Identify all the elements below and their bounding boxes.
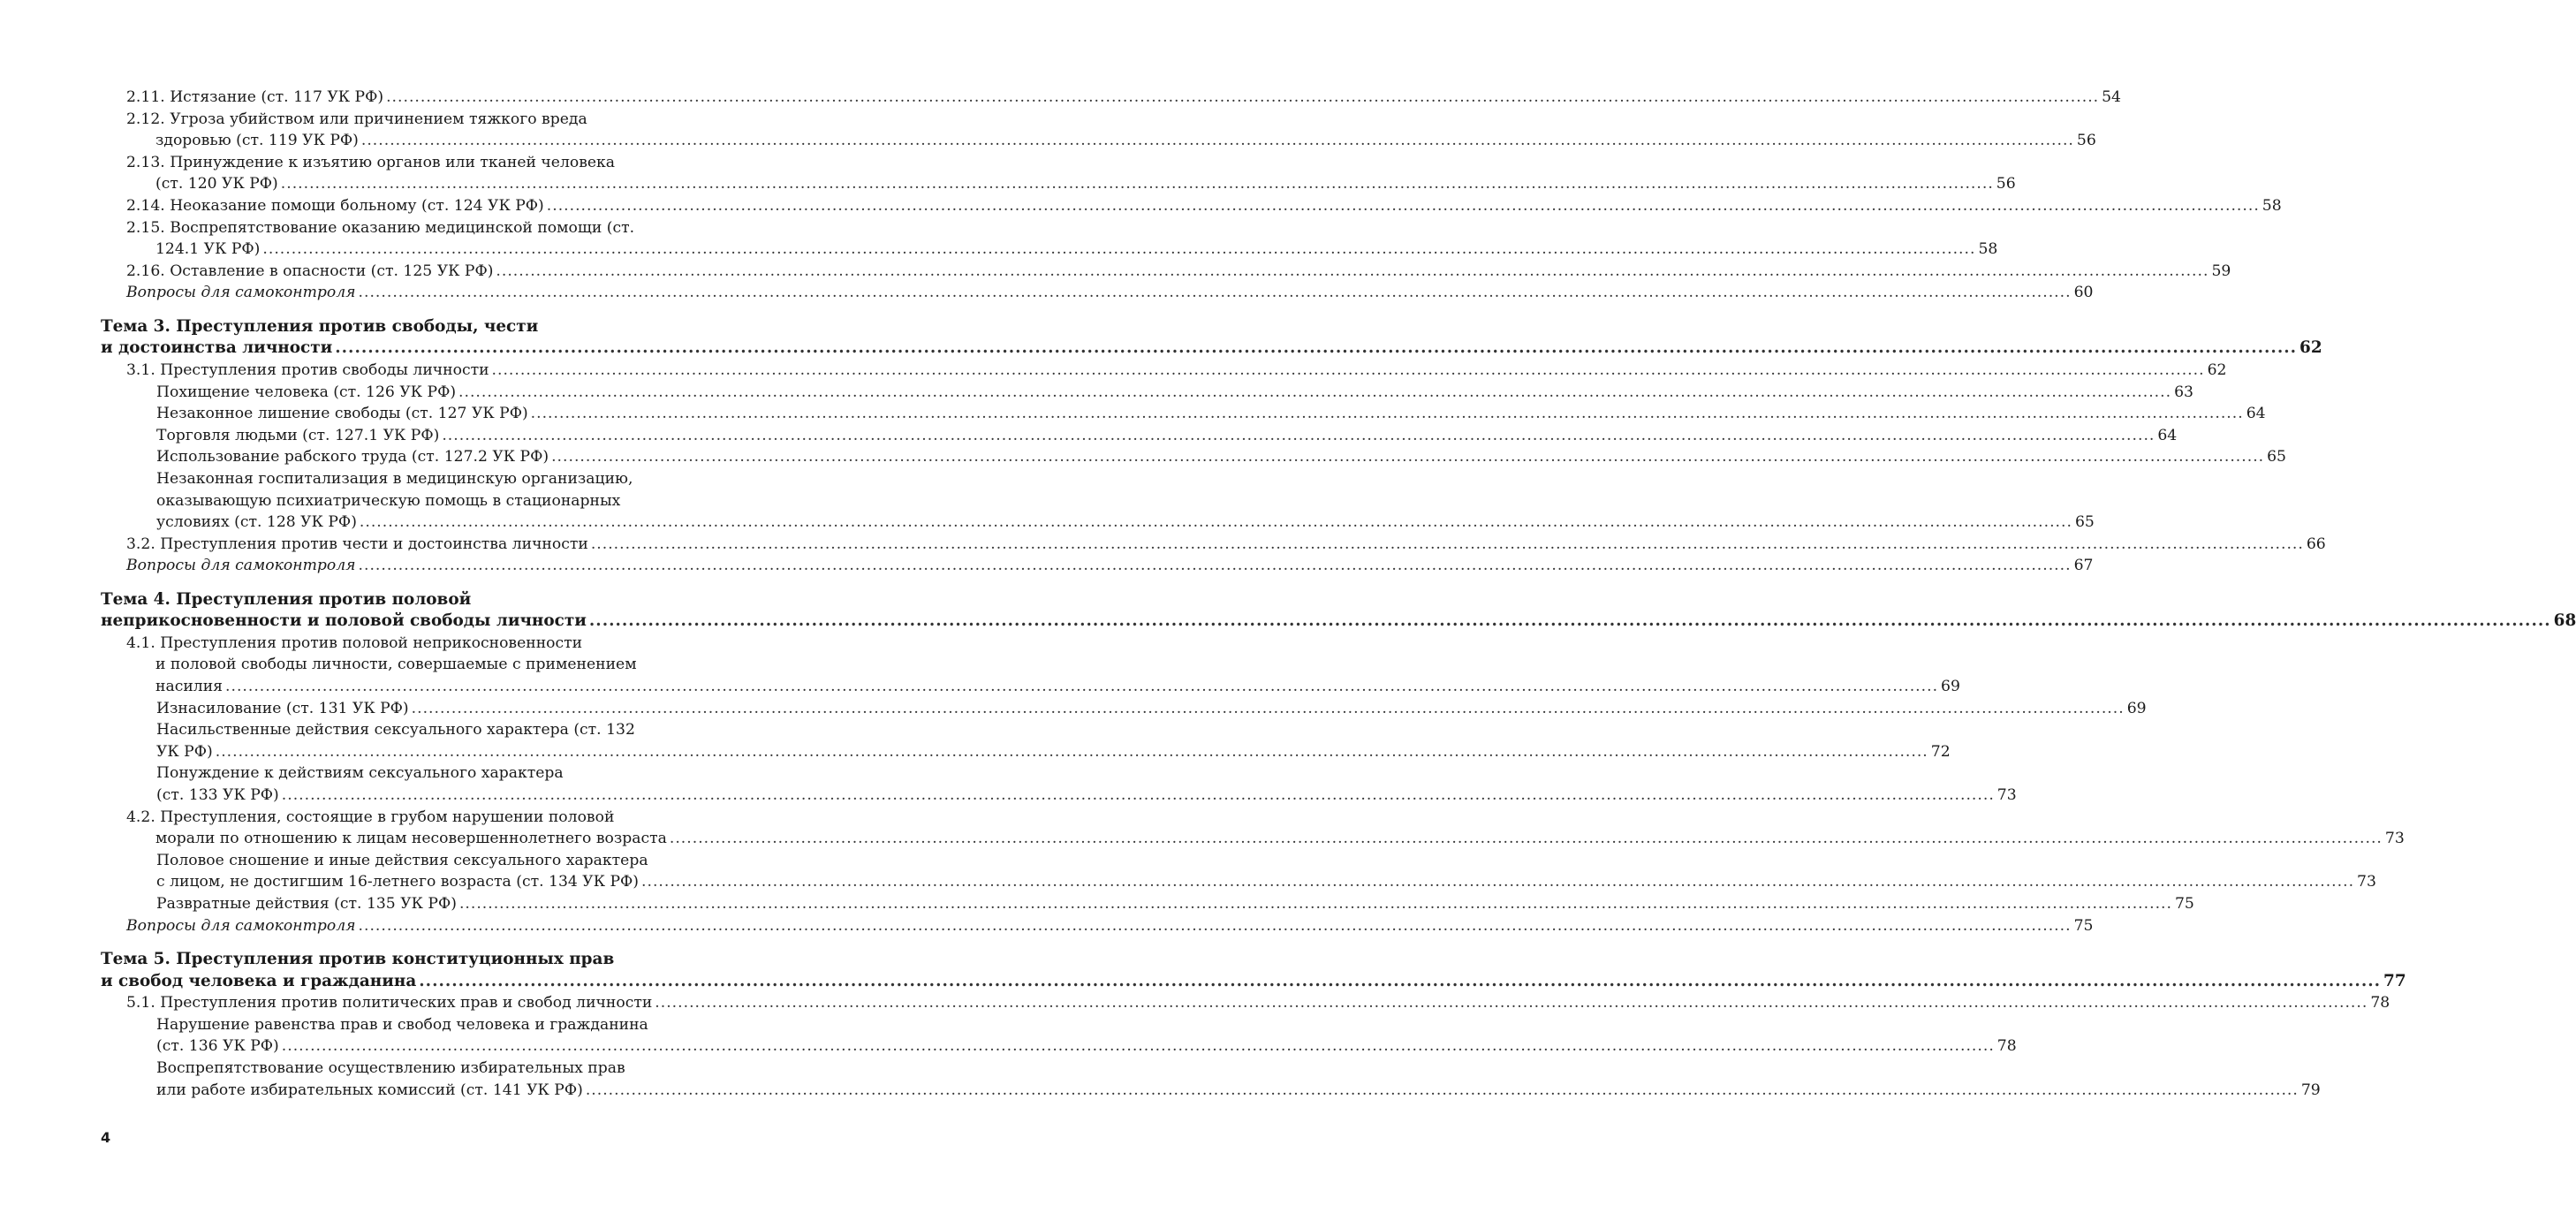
toc-entry-text: насилия [155, 678, 224, 696]
toc-entry-text: 2.16. Оставление в опасности (ст. 125 УК РФ) [126, 262, 494, 280]
toc-entry-text: 2.12. Угроза убийством или причинением тяжкого вреда [126, 110, 587, 128]
toc-entry [101, 719, 1951, 762]
toc-entry-text: морали по отношению к лицам несовершеннолетнего возраста [155, 830, 667, 848]
toc-entry-text: или работе избирательных комиссий (ст. 141 УК РФ) [156, 1081, 583, 1099]
dot-leader: ............................................................................................................................................................................................................................................................................................................ [215, 742, 1928, 761]
toc-entry [101, 446, 2286, 468]
toc-entry-text: оказывающую психиатрическую помощь в стационарных [156, 491, 621, 510]
table-of-contents [101, 87, 2576, 1101]
toc-entry-text: Нарушение равенства прав и свобод человека и гражданина [156, 1015, 648, 1034]
toc-entry-text: Половое сношение и иные действия сексуального характера [156, 851, 648, 869]
toc-entry-text: Незаконное лишение свободы (ст. 127 УК РФ) [156, 405, 528, 423]
toc-page-number: 65 [2267, 448, 2286, 466]
toc-topic [101, 949, 2406, 992]
dot-leader: ............................................................................................................................................................................................................................................................................................................ [458, 383, 2172, 401]
toc-entry [101, 152, 2016, 195]
toc-entry [101, 850, 2376, 893]
toc-entry-text: УК РФ) [156, 742, 213, 761]
dot-leader: ............................................................................................................................................................................................................................................................................................................ [358, 557, 2072, 575]
dot-leader: ............................................................................................................................................................................................................................................................................................................ [546, 196, 2260, 215]
dot-leader: ............................................................................................................................................................................................................................................................................................................ [585, 1081, 2299, 1099]
toc-entry-text: 3.2. Преступления против чести и достоинства личности [126, 535, 588, 553]
toc-entry-text: 124.1 УК РФ) [155, 240, 261, 259]
toc-entry [101, 762, 2017, 806]
toc-page-number: 79 [2300, 1081, 2321, 1099]
toc-questions [101, 915, 2094, 937]
toc-page-number: 56 [2076, 132, 2096, 150]
toc-entry-text: с лицом, не достигшим 16-летнего возраста (ст. 134 УК РФ) [156, 873, 640, 891]
toc-entry-text: (ст. 120 УК РФ) [155, 175, 278, 193]
toc-page-number: 56 [1996, 175, 2016, 193]
dot-leader: ............................................................................................................................................................................................................................................................................................................ [419, 971, 2382, 990]
toc-entry-text: (ст. 136 УК РФ) [156, 1037, 279, 1056]
dot-leader: ............................................................................................................................................................................................................................................................................................................ [281, 1037, 1995, 1056]
toc-page-number: 63 [2174, 383, 2193, 401]
toc-entry [101, 1058, 2321, 1101]
dot-leader: ............................................................................................................................................................................................................................................................................................................ [225, 678, 1939, 696]
toc-entry-text: Вопросы для самоконтроля [126, 284, 356, 302]
toc-entry-text: Похищение человека (ст. 126 УК РФ) [156, 383, 457, 401]
toc-page-number: 62 [2299, 338, 2322, 358]
toc-entry [101, 807, 2405, 850]
dot-leader: ............................................................................................................................................................................................................................................................................................................ [496, 262, 2209, 280]
dot-leader: ............................................................................................................................................................................................................................................................................................................ [551, 448, 2265, 466]
toc-page-number: 78 [2370, 994, 2390, 1012]
toc-entry-text: и половой свободы личности, совершаемые с применением [155, 656, 637, 674]
dot-leader: ............................................................................................................................................................................................................................................................................................................ [590, 535, 2304, 553]
dot-leader: ............................................................................................................................................................................................................................................................................................................ [262, 240, 1976, 259]
dot-leader: ............................................................................................................................................................................................................................................................................................................ [655, 994, 2368, 1012]
toc-entry-text: Понуждение к действиям сексуального характера [156, 764, 564, 783]
toc-entry [101, 403, 2266, 425]
toc-entry-text: 4.2. Преступления, состоящие в грубом нарушении половой [126, 808, 615, 826]
toc-questions [101, 555, 2094, 577]
toc-page-number: 65 [2074, 513, 2095, 532]
toc-entry-text: 4.1. Преступления против половой неприкосновенности [126, 633, 583, 652]
toc-page-number: 68 [2553, 611, 2576, 631]
toc-entry [101, 425, 2178, 447]
toc-page-number: 77 [2383, 971, 2406, 990]
dot-leader: ............................................................................................................................................................................................................................................................................................................ [358, 284, 2072, 302]
toc-entry [101, 217, 1998, 261]
dot-leader: ............................................................................................................................................................................................................................................................................................................ [458, 895, 2172, 913]
dot-leader: ............................................................................................................................................................................................................................................................................................................ [442, 426, 2156, 444]
toc-page-number: 73 [1996, 786, 2017, 805]
toc-entry-text: Тема 5. Преступления против конституционных прав [101, 950, 615, 969]
toc-page-number: 78 [1996, 1037, 2017, 1056]
toc-page-number: 69 [1941, 678, 1960, 696]
toc-entry-text: Воспрепятствование осуществлению избирательных прав [156, 1058, 625, 1077]
toc-entry-text: 5.1. Преступления против политических прав и свобод личности [126, 994, 653, 1012]
toc-entry-text: Использование рабского труда (ст. 127.2 УК РФ) [156, 448, 549, 466]
toc-entry-text: Вопросы для самоконтроля [126, 916, 356, 935]
toc-questions [101, 282, 2094, 304]
toc-entry-text: Развратные действия (ст. 135 УК РФ) [156, 895, 457, 913]
toc-entry [101, 1014, 2017, 1058]
toc-entry-text: Изнасилование (ст. 131 УК РФ) [156, 699, 409, 717]
toc-entry-text: 2.11. Истязание (ст. 117 УК РФ) [126, 88, 384, 106]
toc-page-number: 69 [2126, 699, 2147, 717]
toc-page-number: 75 [2174, 895, 2194, 913]
dot-leader: ............................................................................................................................................................................................................................................................................................................ [359, 513, 2072, 532]
toc-entry [101, 992, 2390, 1014]
dot-leader: ............................................................................................................................................................................................................................................................................................................ [360, 132, 2074, 150]
toc-entry-text: Вопросы для самоконтроля [126, 557, 356, 575]
dot-leader: ............................................................................................................................................................................................................................................................................................................ [411, 699, 2125, 717]
toc-entry [101, 382, 2193, 404]
dot-leader: ............................................................................................................................................................................................................................................................................................................ [588, 611, 2551, 631]
toc-topic [101, 589, 2576, 633]
toc-topic [101, 316, 2322, 360]
dot-leader: ............................................................................................................................................................................................................................................................................................................ [335, 338, 2298, 358]
toc-entry-text: и свобод человека и гражданина [101, 971, 417, 990]
toc-entry [101, 109, 2096, 152]
toc-entry-text: условиях (ст. 128 УК РФ) [156, 513, 357, 532]
dot-leader: ............................................................................................................................................................................................................................................................................................................ [669, 830, 2383, 848]
dot-leader: ............................................................................................................................................................................................................................................................................................................ [281, 786, 1995, 805]
toc-entry-text: неприкосновенности и половой свободы личности [101, 611, 587, 631]
toc-entry [101, 195, 2282, 217]
toc-page-number: 58 [2262, 196, 2282, 215]
toc-entry-text: Насильственные действия сексуального характера (ст. 132 [156, 721, 635, 739]
dot-leader: ............................................................................................................................................................................................................................................................................................................ [530, 405, 2244, 423]
toc-entry [101, 87, 2121, 109]
toc-entry-text: Тема 4. Преступления против половой [101, 589, 472, 609]
toc-page-number: 59 [2211, 262, 2231, 280]
toc-entry-text: 2.15. Воспрепятствование оказанию медицинской помощи (ст. [126, 218, 635, 237]
toc-page-number: 75 [2073, 916, 2094, 935]
toc-entry-text: Незаконная госпитализация в медицинскую организацию, [156, 469, 633, 488]
toc-page-number: 64 [2246, 405, 2266, 423]
toc-page-number: 67 [2073, 557, 2094, 575]
toc-entry-text: Тема 3. Преступления против свободы, чести [101, 316, 539, 336]
toc-entry-text: (ст. 133 УК РФ) [156, 786, 279, 805]
toc-entry [101, 633, 1960, 698]
dot-leader: ............................................................................................................................................................................................................................................................................................................ [280, 175, 1994, 193]
toc-page-number: 54 [2102, 88, 2121, 106]
toc-page-number: 62 [2207, 360, 2227, 379]
toc-entry [101, 893, 2194, 915]
toc-entry-text: 2.13. Принуждение к изъятию органов или тканей человека [126, 153, 616, 171]
toc-page-number: 73 [2384, 830, 2405, 848]
toc-page-number: 60 [2073, 284, 2094, 302]
toc-entry [101, 360, 2227, 382]
toc-entry-text: и достоинства личности [101, 338, 333, 358]
toc-page-number: 73 [2357, 873, 2376, 891]
toc-page-number: 72 [1930, 742, 1951, 761]
page-number: 4 [101, 1129, 111, 1146]
toc-page-number: 66 [2306, 535, 2326, 553]
dot-leader: ............................................................................................................................................................................................................................................................................................................ [491, 360, 2205, 379]
toc-page-number: 58 [1978, 240, 1998, 259]
toc-entry-text: 3.1. Преступления против свободы личности [126, 360, 489, 379]
toc-entry-text: здоровью (ст. 119 УК РФ) [155, 132, 359, 150]
dot-leader: ............................................................................................................................................................................................................................................................................................................ [358, 916, 2072, 935]
toc-entry [101, 261, 2231, 283]
toc-entry-text: 2.14. Неоказание помощи больному (ст. 124 УК РФ) [126, 196, 544, 215]
toc-page-number: 64 [2157, 426, 2178, 444]
toc-entry [101, 698, 2147, 720]
toc-entry [101, 534, 2326, 556]
toc-entry [101, 468, 2095, 534]
dot-leader: ............................................................................................................................................................................................................................................................................................................ [386, 88, 2100, 106]
dot-leader: ............................................................................................................................................................................................................................................................................................................ [641, 873, 2355, 891]
toc-entry-text: Торговля людьми (ст. 127.1 УК РФ) [156, 426, 440, 444]
